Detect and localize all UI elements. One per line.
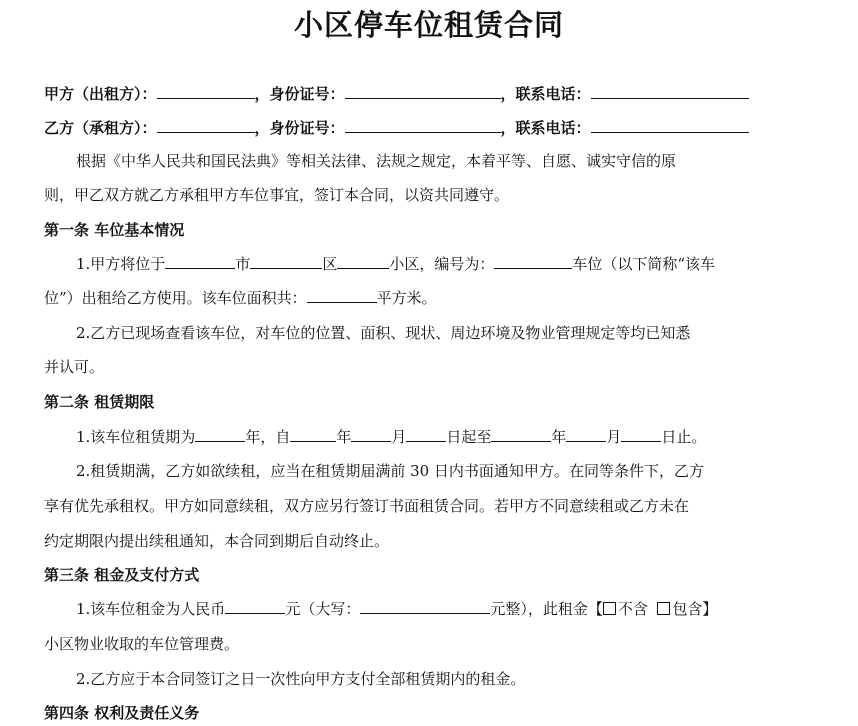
spot-number-blank bbox=[494, 254, 572, 269]
party-a-phone-blank bbox=[591, 84, 749, 99]
article-3-heading: 第三条 租金及支付方式 bbox=[44, 566, 200, 584]
excludes-checkbox[interactable] bbox=[603, 602, 616, 615]
text-segment: 市 bbox=[235, 255, 251, 273]
text-segment: 1.该车位租金为人民币 bbox=[76, 600, 226, 618]
end-year-blank bbox=[491, 427, 551, 442]
party-b-line bbox=[44, 117, 749, 139]
text-segment: 元（大写： bbox=[285, 600, 361, 618]
text-segment: 平方米。 bbox=[376, 289, 437, 307]
article-2-para-2-line-3: 约定期限内提出续租通知，本合同到期后自动终止。 bbox=[44, 532, 390, 550]
community-blank bbox=[337, 254, 389, 269]
article-1-para-2-line-1: 2.乙方已现场查看该车位，对车位的位置、面积、现状、周边环境及物业管理规定等均已知悉 bbox=[76, 324, 691, 342]
party-a-label: 甲方（出租方）： bbox=[44, 85, 157, 103]
party-a-phone-label: ，联系电话： bbox=[500, 85, 591, 103]
intro-line-2: 则，甲乙双方就乙方承租甲方车位事宜，签订本合同，以资共同遵守。 bbox=[44, 186, 510, 204]
text-segment: 月 bbox=[391, 428, 407, 446]
article-2-heading: 第二条 租赁期限 bbox=[44, 393, 155, 411]
includes-checkbox[interactable] bbox=[657, 602, 670, 615]
party-a-id-label: ，身份证号： bbox=[254, 85, 345, 103]
excludes-option-label: 不含 bbox=[617, 600, 648, 618]
includes-option-label: 包含】 bbox=[672, 600, 718, 618]
intro-line-1: 根据《中华人民共和国民法典》等相关法律、法规之规定，本着平等、自愿、诚实守信的原 bbox=[76, 152, 677, 170]
text-segment: 日起至 bbox=[446, 428, 492, 446]
text-segment: 1.甲方将位于 bbox=[76, 255, 166, 273]
page-title: 小区停车位租赁合同 bbox=[293, 8, 564, 42]
party-a-line bbox=[44, 83, 749, 105]
article-2-para-2-line-2: 享有优先承租权。甲方如同意续租，双方应另行签订书面租赁合同。若甲方不同意续租或乙方未在 bbox=[44, 497, 690, 515]
article-1-para-1-line-1 bbox=[76, 253, 715, 275]
city-blank bbox=[165, 254, 235, 269]
text-segment: 1.该车位租赁期为 bbox=[76, 428, 196, 446]
text-segment: 元整），此租金【 bbox=[490, 600, 603, 618]
start-year-blank bbox=[290, 427, 336, 442]
party-b-phone-label: ，联系电话： bbox=[500, 119, 591, 137]
rent-amount-blank bbox=[225, 599, 285, 614]
text-segment: 日止。 bbox=[661, 428, 707, 446]
party-b-name-blank bbox=[157, 118, 255, 133]
party-a-name-blank bbox=[157, 84, 255, 99]
article-2-para-2-line-1: 2.租赁期满，乙方如欲续租，应当在租赁期届满前 30 日内书面通知甲方。在同等条件下，乙方 bbox=[76, 462, 704, 480]
area-blank bbox=[307, 288, 377, 303]
text-segment: 年 bbox=[336, 428, 352, 446]
article-1-para-1-line-2 bbox=[44, 287, 437, 309]
party-b-id-blank bbox=[345, 118, 501, 133]
text-segment: 车位（以下简称“该车 bbox=[572, 255, 716, 273]
article-3-para-2: 2.乙方应于本合同签订之日一次性向甲方支付全部租赁期内的租金。 bbox=[76, 670, 526, 688]
article-2-para-1 bbox=[76, 426, 706, 448]
rent-amount-words-blank bbox=[360, 599, 490, 614]
end-day-blank bbox=[621, 427, 661, 442]
party-b-label: 乙方（承租方）： bbox=[44, 119, 157, 137]
text-segment: 月 bbox=[606, 428, 622, 446]
text-segment: 年，自 bbox=[245, 428, 291, 446]
party-b-phone-blank bbox=[591, 118, 749, 133]
end-month-blank bbox=[566, 427, 606, 442]
text-segment: 位”）出租给乙方使用。该车位面积共： bbox=[44, 289, 307, 307]
party-a-id-blank bbox=[345, 84, 501, 99]
article-3-para-1-line-1 bbox=[76, 598, 717, 620]
years-blank bbox=[195, 427, 245, 442]
text-segment: 年 bbox=[551, 428, 567, 446]
article-1-heading: 第一条 车位基本情况 bbox=[44, 221, 185, 239]
text-segment: 区 bbox=[322, 255, 338, 273]
start-month-blank bbox=[351, 427, 391, 442]
article-3-para-1-line-2: 小区物业收取的车位管理费。 bbox=[44, 635, 240, 653]
article-1-para-2-line-2: 并认可。 bbox=[44, 358, 105, 376]
start-day-blank bbox=[406, 427, 446, 442]
text-segment: 小区，编号为： bbox=[389, 255, 495, 273]
article-4-heading: 第四条 权利及责任义务 bbox=[44, 704, 200, 722]
party-b-id-label: ，身份证号： bbox=[254, 119, 345, 137]
district-blank bbox=[250, 254, 322, 269]
